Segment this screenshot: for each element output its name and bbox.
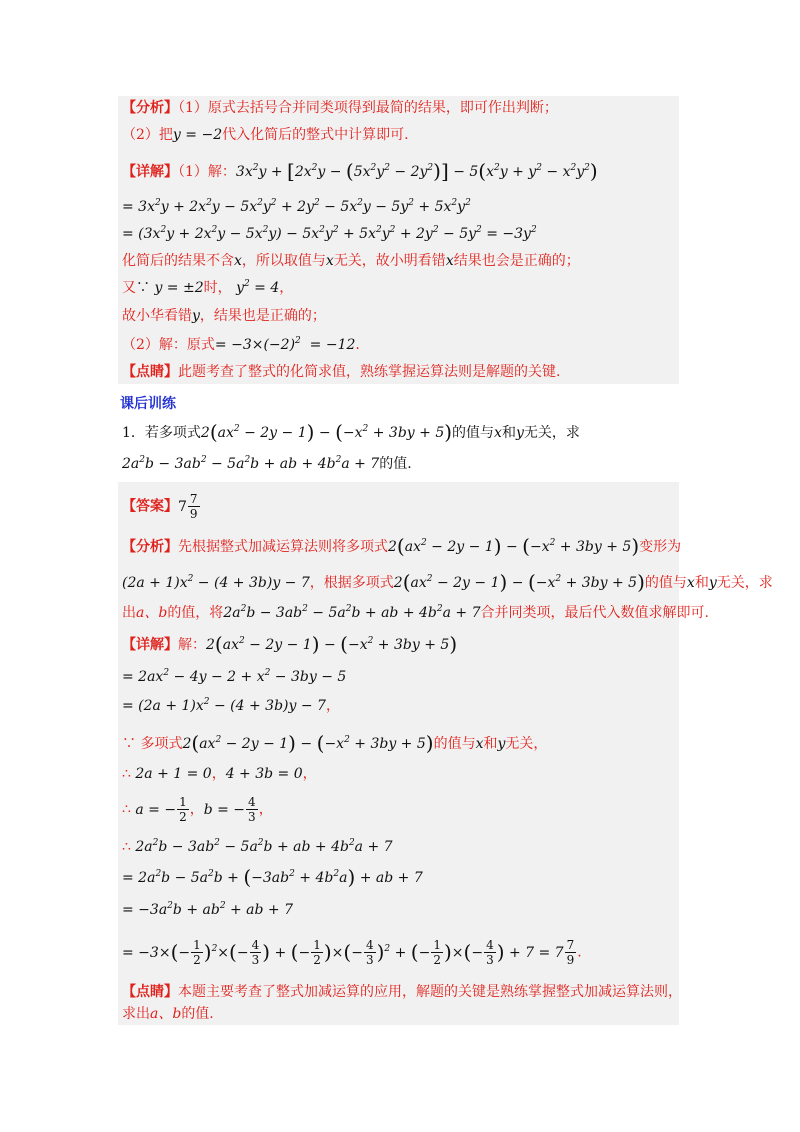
- t-analysis-line-3: 出a、b的值，将$2a^2b - 3ab^2 - 5a^2b$ + ab + $4b^2a + 7$合并同类项，最后代入数值求解即可.: [122, 604, 709, 621]
- t-derivation-2: = $(2a + 1)x^2 - (4 + 3b)y - 7$，: [122, 697, 340, 714]
- step2-line: （2）解：原式= $-3\times(-2)^2 = -12$.: [122, 336, 360, 353]
- question-line-1: 1．若多项式$2(ax^2 - 2y - 1) - (-x^2 + 3by + 5)$的值与x和y无关，求: [122, 420, 580, 444]
- formula: y = −2: [172, 127, 223, 143]
- t-therefore-2: ∴ a = − $\frac{1}{2}$ ，b = − $\frac{4}{3}$ ，: [122, 795, 273, 824]
- comment-line: 【点睛】此题考查了整式的化简求值，熟练掌握运算法则是解题的关键.: [122, 364, 561, 380]
- detail-label: 【详解】: [122, 164, 178, 180]
- t-derivation-5: = −3×(− $\frac{1}{2}$ )$^2$×(− $\frac{4}{3}$ ) + (− $\frac{1}{2}$ )×(− $\frac{4}{3}$ )$^2$ + (− $\frac{1}{2}$ )×(− $\frac{4}{3}$ ) + 7 = 7 $\frac{7}{9}$ .: [122, 938, 582, 967]
- detail-line-1: 【详解】（1）解：$3x^2y + [2x^2y - (5x^2y^2 - 2y^2)] - 5(x^2y + y^2 - x^2y^2)$: [122, 159, 598, 183]
- t-comment-line-2: 求出a、b的值.: [122, 1006, 214, 1022]
- analysis-label: 【分析】: [122, 100, 178, 116]
- xiaohua-line: 故小华看错y，结果也是正确的；: [122, 308, 326, 324]
- answer-label: 【答案】: [122, 498, 178, 515]
- analysis-line-2: （2）把y = −2代入化简后的整式中计算即可.: [122, 127, 409, 143]
- comment-label: 【点睛】: [122, 364, 178, 380]
- t-therefore-3: ∴ $2a^2b - 3ab^2 - 5a^2b$ + ab + $4b^2a + 7$: [122, 838, 393, 855]
- t-comment-line-1: 【点睛】本题主要考查了整式加减运算的应用，解题的关键是熟练掌握整式加减运算法则，: [122, 984, 682, 1000]
- answer-line: 【答案】7 $\frac{7}{9}$: [122, 492, 198, 521]
- t-derivation-3: = $2a^2b - 5a^2b + (-3ab^2 + 4b^2a)$ + ab + 7: [122, 865, 423, 889]
- section-heading: 课后训练: [120, 396, 176, 412]
- t-analysis-line-2: $(2a + 1)x^2 - (4 + 3b)y - 7$，根据多项式$2(ax^2 - 2y - 1) - (-x^2 + 3by + 5)$的值与x和y无关，求: [122, 570, 773, 594]
- t-since-line: ∵ 多项式$2(ax^2 - 2y - 1) - (-x^2 + 3by + 5)$的值与x和y无关，: [122, 731, 548, 755]
- t-detail-line-1: 【详解】解：$2(ax^2 - 2y - 1) - (-x^2 + 3by + 5)$: [122, 632, 458, 656]
- analysis-line-1: [122, 99, 558, 117]
- t-derivation-4: = $-3a^2b + ab^2$ + ab + 7: [122, 901, 294, 918]
- analysis-text: （1）原式去括号合并同类项得到最简的结果，即可作出判断；: [178, 100, 558, 116]
- t-therefore-1: ∴ 2a + 1 = 0，4 + 3b = 0，: [122, 766, 317, 782]
- question-line-2: $2a^2b - 3ab^2 - 5a^2b$ + ab + $4b^2a + 7$的值.: [122, 455, 412, 472]
- derivation-line-2: = $(3x^2y + 2x^2y - 5x^2y) - 5x^2y^2 + 5x^2y^2 + 2y^2 - 5y^2 = -3y^2$: [122, 225, 537, 242]
- formula: $3x^2y + [2x^2y - (5x^2y^2 - 2y^2)] - 5(x^2y + y^2 - x^2y^2)$: [235, 159, 598, 183]
- derivation-line-1: = $3x^2y + 2x^2y - 5x^2y^2 + 2y^2 - 5x^2y - 5y^2 + 5x^2y^2$: [122, 198, 471, 215]
- conclusion-line: 化简后的结果不含x，所以取值与x无关，故小明看错x结果也会是正确的；: [122, 253, 580, 269]
- t-analysis-line-1: 【分析】先根据整式加减运算法则将多项式$2(ax^2 - 2y - 1) - (-x^2 + 3by + 5)$变形为: [122, 534, 682, 558]
- again-line: 又∵ y = ±2时， $y^2 = 4$，: [122, 279, 294, 296]
- t-derivation-1: = $2ax^2 - 4y - 2 + x^2 - 3by - 5$: [122, 668, 347, 685]
